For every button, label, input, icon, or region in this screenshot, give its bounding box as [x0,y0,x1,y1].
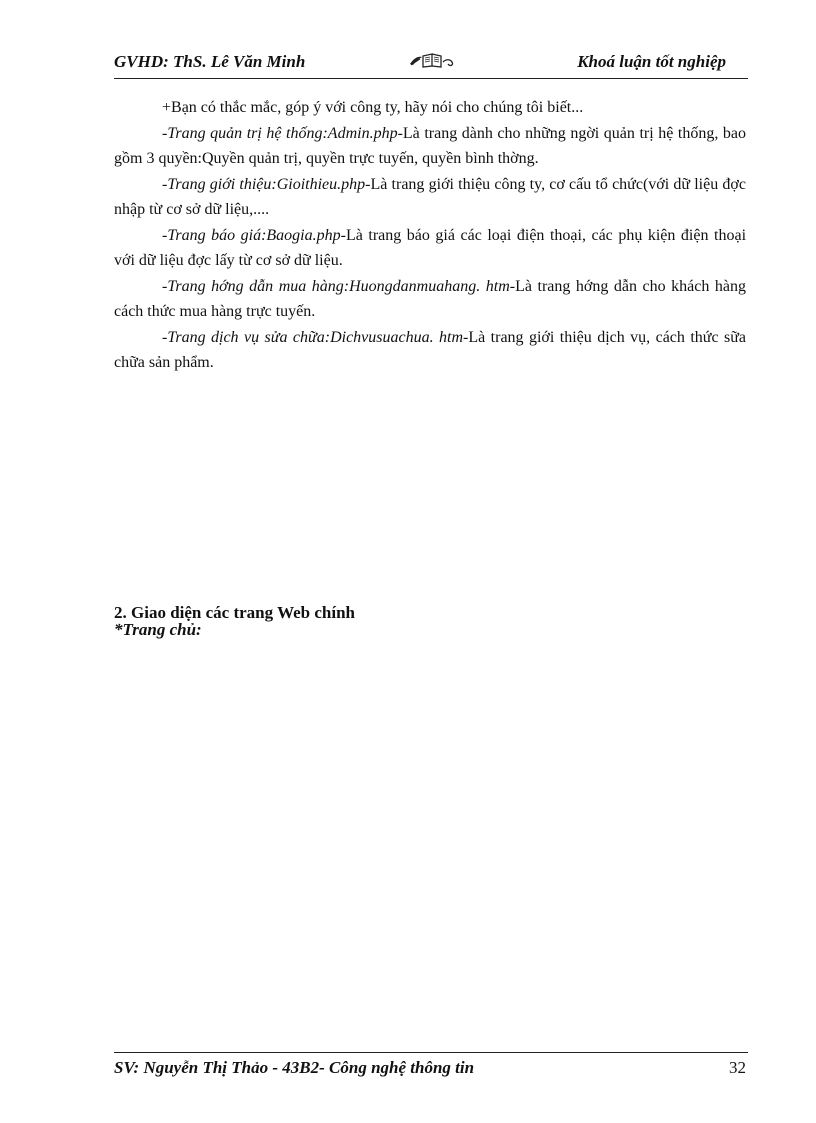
section-subheading: *Trang chủ: [114,620,202,639]
repair-page-desc: -Là trang giới thiệu dịch vụ, cách thức sữa chữa sản phẩm. [114,328,746,371]
paragraph-buying-guide [114,274,746,325]
paragraph-about [114,172,746,223]
buying-guide-page-name: -Trang hớng dẫn mua hàng:Huongdanmuahang. htm [162,277,510,295]
about-page-desc: -Là trang giới thiệu công ty, cơ cấu tổ chức(với dữ liệu đợc nhập từ cơ sở dữ liệu,.... [114,175,746,218]
footer-divider [114,1052,748,1053]
admin-page-name: -Trang quản trị hệ thống:Admin.php [162,124,398,142]
buying-guide-page-desc: -Là trang hớng dẫn cho khách hàng cách thức mua hàng trực tuyến. [114,277,746,320]
section-heading: 2. Giao diện các trang Web chính [114,603,356,622]
paragraph-repair-service [114,325,746,376]
header-thesis-title: Khoá luận tốt nghiệp [577,52,726,71]
paragraph-feedback [114,95,746,121]
paragraph-pricing [114,223,746,274]
page-number: 32 [729,1058,746,1077]
about-page-name: -Trang giới thiệu:Gioithieu.php [162,175,366,193]
feedback-text: +Bạn có thắc mắc, góp ý với công ty, hãy nói cho chúng tôi biết... [162,99,584,116]
section-main-pages [114,604,746,638]
repair-page-name: -Trang dịch vụ sửa chữa:Dichvusuachua. htm [162,328,464,346]
pricing-page-name: -Trang báo giá:Baogia.php [162,226,341,244]
page-header [114,50,748,76]
footer-student: SV: Nguyễn Thị Thảo - 43B2- Công nghệ thông tin [114,1058,475,1077]
body-content [114,95,746,376]
header-divider [114,78,748,79]
paragraph-admin [114,121,746,172]
admin-page-desc: -Là trang dành cho những ngời quản trị hệ thống, bao gồm 3 quyền:Quyền quản trị, quyền trực tuyến, quyền bình thờng. [114,124,746,167]
book-quill-icon [408,50,458,70]
header-advisor: GVHD: ThS. Lê Văn Minh [114,52,306,71]
pricing-page-desc: -Là trang báo giá các loại điện thoại, các phụ kiện điện thoại với dữ liệu đợc lấy từ cơ sở dữ liệu. [114,226,747,269]
page-footer [114,1058,748,1082]
